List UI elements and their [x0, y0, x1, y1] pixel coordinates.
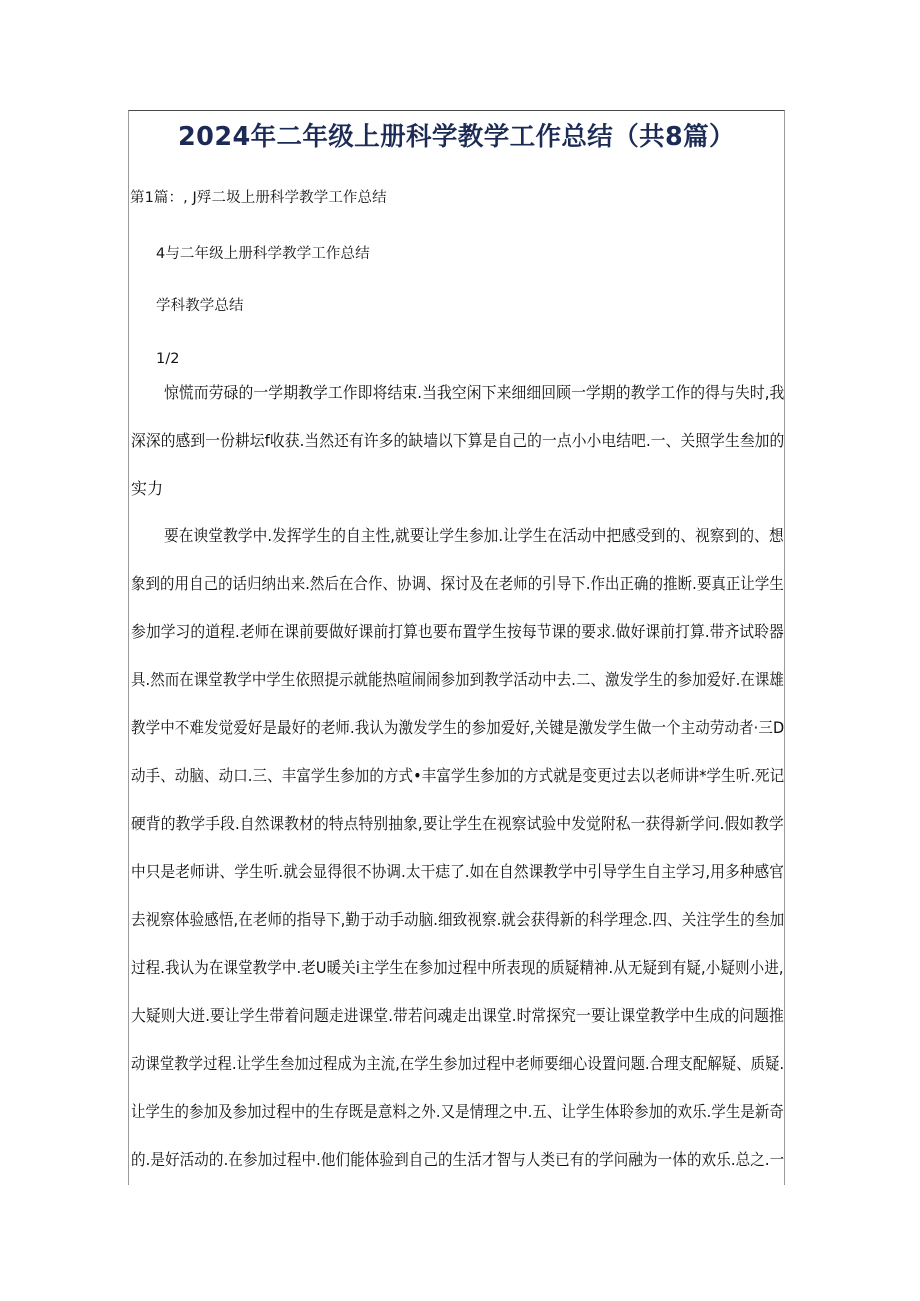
- paragraph-line: 过程.我认为在课堂教学中.老U暖关i主学生在参加过程中所表现的质疑精神.从无疑到有疑,小疑则小进,: [131, 958, 784, 977]
- paragraph-line: 具.然而在课堂教学中学生依照提示就能热喧闹闹参加到教学活动中去.二、激发学生的参加爱好.在课雄: [131, 670, 784, 689]
- paragraph-line: 让学生的参加及参加过程中的生存既是意料之外.又是情理之中.五、让学生体聆参加的欢乐.学生是新奇: [131, 1102, 784, 1121]
- paragraph-line: 象到的用自己的话归纳出来.然后在合作、协调、探讨及在老师的引导下.作出正确的推断.要真正让学生: [131, 574, 784, 593]
- paragraph-line: 惊慌而劳碌的一学期教学工作即将结束.当我空闲下来细细回顾一学期的教学工作的得与失时,我: [164, 383, 785, 402]
- header-line-category: 学科教学总结: [156, 298, 244, 314]
- paragraph-line: 动课堂教学过程.让学生叁加过程成为主流,在学生参加过程中老师要细心设置问题.合理支配解疑、质疑.: [131, 1054, 785, 1073]
- paragraph-line: 深深的感到一份耕坛f收获.当然还有许多的缺墙以下算是自己的一点小小电结吧.一、关照学生叁加的: [131, 431, 785, 450]
- header-line-subtitle: 4与二年级上册科学教学工作总结: [156, 246, 370, 262]
- paragraph-line: 硬背的教学手段.自然课教材的特点特别抽象,要让学生在视察试验中发觉附私一获得新学问.假如教学: [131, 814, 784, 833]
- paragraph-line: 教学中不难发觉爱好是最好的老师.我认为激发学生的参加爱好,关键是激发学生做一个主动劳动者·三D: [131, 718, 785, 737]
- page-indicator: 1/2: [156, 351, 180, 367]
- page-title: 2024年二年级上册科学教学工作总结（共8篇）: [178, 122, 735, 152]
- paragraph-line: 实力: [131, 479, 164, 498]
- paragraph-line: 中只是老师讲、学生听.就会显得很不协调.太干痣了.如在自然课教学中引导学生自主学习,用多种感官: [131, 862, 785, 881]
- paragraph-line: 大疑则大迸.要让学生带着问题走进课堂.带若问魂走出课堂.时常探究一要让课堂教学中生成的问题推: [131, 1006, 784, 1025]
- paragraph-line: 参加学习的道程.老师在课前要做好课前打算也要布置学生按每节课的要求.做好课前打算.带齐试聆器: [131, 622, 784, 641]
- header-line-source: 第1篇：, J殍二圾上册科学教学工作总结: [130, 190, 387, 206]
- paragraph-line: 去视察体验感悟,在老师的指导下,勤于动手动脑.细致视察.就会获得新的科学理念.四、关注学生的叁加: [131, 910, 785, 929]
- paragraph-line: 要在谀堂教学中.发挥学生的自主性,就要让学生参加.让学生在活动中把感受到的、视察到的、想: [164, 526, 784, 545]
- paragraph-line: 的.是好活动的.在参加过程中.他们能体验到自己的生活才智与人类已有的学问融为一体的欢乐.总之.一: [131, 1150, 785, 1169]
- paragraph-line: 动手、动脑、动口.三、丰富学生参加的方式•丰富学生参加的方式就是变更过去以老师讲*学生听.死记: [131, 766, 785, 785]
